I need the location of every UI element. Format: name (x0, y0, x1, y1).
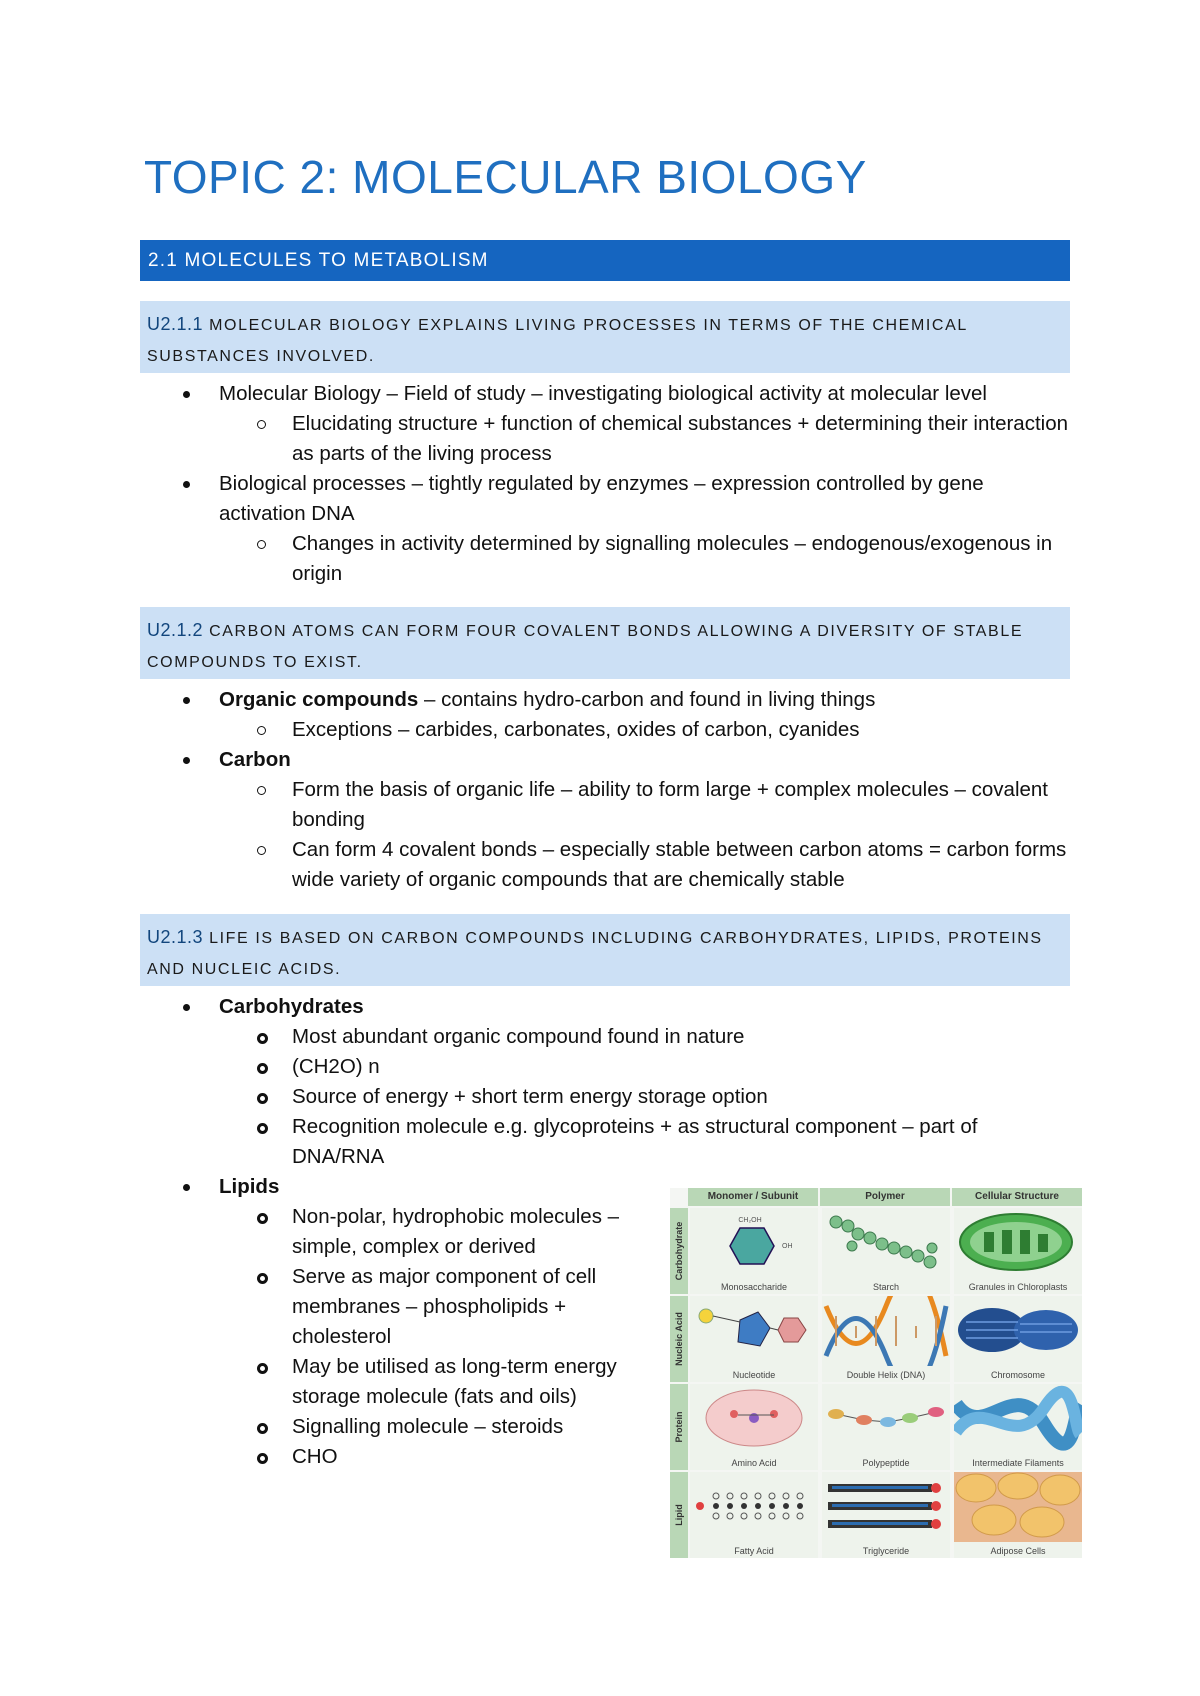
section-heading: 2.1 MOLECULES TO METABOLISM (140, 240, 1070, 281)
figure-row-label: Carbohydrate (670, 1208, 688, 1294)
triglyceride-cell (822, 1472, 950, 1558)
subsection-title: CARBON ATOMS CAN FORM FOUR COVALENT BONDS ALLOWING A DIVERSITY OF STABLE COMPOUNDS TO EXIST. (147, 623, 1024, 671)
amino-acid-icon (690, 1384, 818, 1454)
sub-list-item: Signalling molecule – steroids (0, 1412, 1200, 1442)
subsection-heading-u212 (140, 607, 1070, 679)
list-item-bold: Lipids (219, 1175, 280, 1198)
sub-list-item: Elucidating structure + function of chemical substances + determining their interaction as parts of the living process (0, 409, 1200, 469)
figure-caption: Chromosome (990, 1370, 1046, 1380)
monosaccharide-cell (690, 1208, 818, 1294)
sub-list-item: (CH2O) n (0, 1052, 1200, 1082)
sub-list-item: Non-polar, hydrophobic molecules – simple, complex or derived (0, 1202, 1200, 1262)
triglyceride-icon (822, 1472, 950, 1542)
list-u211 (0, 379, 1200, 589)
chloroplast-icon (954, 1208, 1082, 1278)
figure-caption: Granules in Chloroplasts (968, 1282, 1068, 1292)
figure-row-label: Lipid (670, 1472, 688, 1558)
subsection-code: U2.1.3 (147, 927, 204, 947)
figure-caption: Adipose Cells (990, 1546, 1046, 1556)
list-item-bold: Carbon (219, 748, 291, 771)
filaments-cell (954, 1384, 1082, 1470)
figure-caption: Triglyceride (862, 1546, 910, 1556)
monosaccharide-icon (690, 1208, 818, 1278)
figure-column-header: Polymer (820, 1188, 950, 1206)
sub-list-item: Form the basis of organic life – ability to form large + complex molecules – covalent bonding (0, 775, 1200, 835)
dna-cell (822, 1296, 950, 1382)
sub-list-item: Source of energy + short term energy storage option (0, 1082, 1200, 1112)
fatty-acid-icon (690, 1472, 818, 1542)
polypeptide-cell (822, 1384, 950, 1470)
chromosome-icon (954, 1296, 1082, 1366)
figure-row-label: Protein (670, 1384, 688, 1470)
biomolecule-figure (670, 1188, 1082, 1558)
figure-caption: Monosaccharide (720, 1282, 788, 1292)
page-title: TOPIC 2: MOLECULAR BIOLOGY (144, 151, 867, 203)
figure-caption: Starch (872, 1282, 899, 1292)
figure-caption: Double Helix (DNA) (846, 1370, 926, 1380)
sub-list-item: Exceptions – carbides, carbonates, oxides of carbon, cyanides (0, 715, 1200, 745)
list-u212 (0, 685, 1200, 895)
dna-helix-icon (822, 1296, 950, 1366)
subsection-heading-u213 (140, 914, 1070, 986)
svg-text:CH₂OH: CH₂OH (738, 1217, 762, 1224)
sub-list-item: Can form 4 covalent bonds – especially stable between carbon atoms = carbon forms wide variety of organic compounds that are chemically stable (0, 835, 1200, 895)
list-item: Molecular Biology – Field of study – investigating biological activity at molecular level (0, 379, 1200, 409)
list-item-text: – contains hydro-carbon and found in living things (418, 688, 876, 711)
sub-list-item: Most abundant organic compound found in nature (0, 1022, 1200, 1052)
figure-caption: Intermediate Filaments (972, 1458, 1064, 1468)
chloroplast-cell (954, 1208, 1082, 1294)
subsection-code: U2.1.2 (147, 620, 204, 640)
intermediate-filament-icon (954, 1384, 1082, 1454)
figure-caption: Fatty Acid (734, 1546, 774, 1556)
list-item (0, 992, 1200, 1022)
amino-acid-cell (690, 1384, 818, 1470)
subsection-heading-u211 (140, 301, 1070, 373)
figure-column-header: Monomer / Subunit (688, 1188, 818, 1206)
list-item-bold: Carbohydrates (219, 995, 364, 1018)
figure-caption: Polypeptide (862, 1458, 910, 1468)
starch-icon (822, 1208, 950, 1278)
nucleotide-cell (690, 1296, 818, 1382)
adipose-cell (954, 1472, 1082, 1558)
sub-list-item: May be utilised as long-term energy storage molecule (fats and oils) (0, 1352, 1200, 1412)
list-item (0, 745, 1200, 775)
sub-list-item: Recognition molecule e.g. glycoproteins + as structural component – part of DNA/RNA (0, 1112, 1200, 1172)
chromosome-cell (954, 1296, 1082, 1382)
svg-text:OH: OH (782, 1243, 793, 1250)
subsection-code: U2.1.1 (147, 314, 204, 334)
figure-column-header: Cellular Structure (952, 1188, 1082, 1206)
figure-caption: Nucleotide (732, 1370, 776, 1380)
list-item: Biological processes – tightly regulated by enzymes – expression controlled by gene activation DNA (0, 469, 1200, 529)
polypeptide-icon (822, 1384, 950, 1454)
list-item (0, 685, 1200, 715)
sub-list-item: CHO (0, 1442, 1200, 1472)
adipose-cells-icon (954, 1472, 1082, 1542)
figure-row-label: Nucleic Acid (670, 1296, 688, 1382)
subsection-title: MOLECULAR BIOLOGY EXPLAINS LIVING PROCESSES IN TERMS OF THE CHEMICAL SUBSTANCES INVOLVED. (147, 317, 968, 365)
sub-list-item: Serve as major component of cell membranes – phospholipids + cholesterol (0, 1262, 1200, 1352)
subsection-title: LIFE IS BASED ON CARBON COMPOUNDS INCLUDING CARBOHYDRATES, LIPIDS, PROTEINS AND NUCLEIC ACIDS. (147, 930, 1043, 978)
fatty-acid-cell (690, 1472, 818, 1558)
sub-list-item: Changes in activity determined by signalling molecules – endogenous/exogenous in origin (0, 529, 1200, 589)
starch-cell (822, 1208, 950, 1294)
list-item-bold: Organic compounds (219, 688, 419, 711)
nucleotide-icon (690, 1296, 818, 1366)
figure-caption: Amino Acid (731, 1458, 777, 1468)
